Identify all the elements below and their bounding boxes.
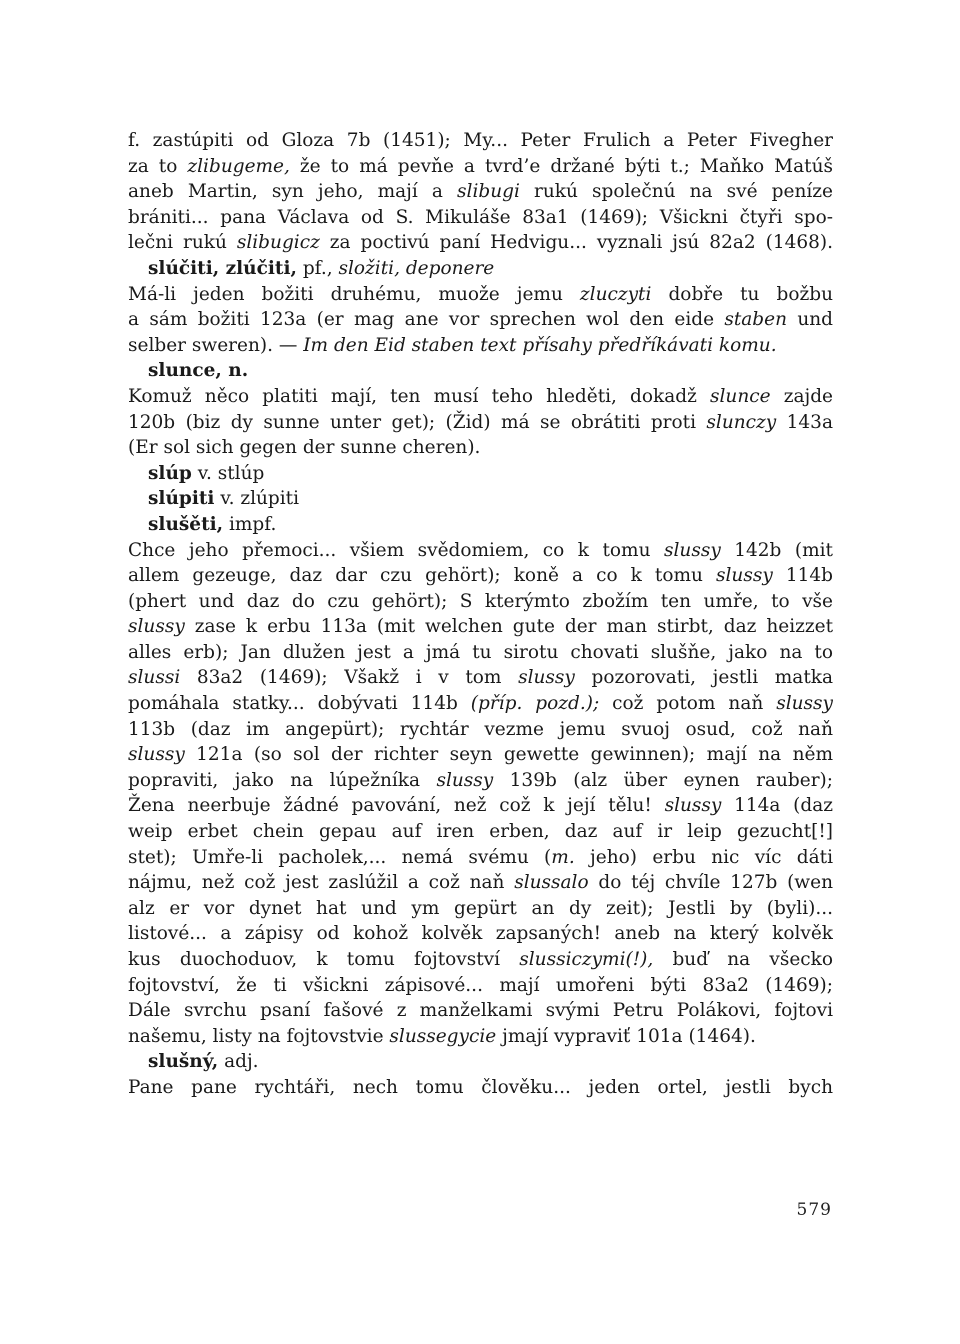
entry-headword-line <box>128 358 833 384</box>
text-line <box>128 614 833 640</box>
text-run: buď na všecko <box>653 949 833 970</box>
text-line <box>128 563 833 589</box>
text-line <box>128 665 833 691</box>
italic-citation: slussy <box>664 539 721 561</box>
italic-citation: slussy <box>128 744 185 766</box>
text-run: Dále svrchu psaní fašové z manželkami svými Petru Polákovi, fojtovi <box>128 1000 833 1022</box>
text-run: pomáhala statky... dobývati 114b <box>128 693 471 715</box>
text-line <box>128 947 833 973</box>
text-line <box>128 205 833 231</box>
text-line <box>128 384 833 410</box>
text-run: jeho) erbu nic víc dáti <box>574 846 833 868</box>
text-run: 113b (daz im angepürt); rychtár vezme jemu svuoj osud, což naň <box>128 718 833 740</box>
text-line <box>128 717 833 743</box>
text-run: 120b (biz dy sunne unter get); (Žid) má se obrátiti proti <box>128 411 707 433</box>
italic-citation: Im den Eid staben text přísahy předříkávati komu. <box>303 334 777 356</box>
text-line <box>128 691 833 717</box>
entry-headword-line <box>128 512 833 538</box>
text-run: Pane pane rychtáři, nech tomu člověku... jeden ortel, jestli bych <box>128 1076 833 1098</box>
text-run: nájmu, než což jest zaslúžil a což naň <box>128 872 515 894</box>
text-line <box>128 410 833 436</box>
text-run: Komuž něco platiti mají, ten musí teho hleděti, dokadž <box>128 385 710 407</box>
text-run: za poctivú paní Hedvigu... vyznali jsú 82a2 (1468). <box>319 232 833 254</box>
italic-citation: slussy <box>128 616 185 638</box>
text-run: (phert und daz do czu gehört); S kterýmto zbožím ten umře, to vše <box>128 590 833 612</box>
text-run: fojtovství, že ti všickni zápisové... mají umořeni býti 83a2 (1469); <box>128 974 833 996</box>
headword: slúp <box>148 462 192 484</box>
text-run: a sám božiti 123a (er mag ane vor sprechen wol den eide <box>128 309 725 331</box>
text-run: weip erbet chein gepau auf iren erben, daz auf ir leip gezucht[!] <box>128 821 833 843</box>
italic-citation: (příp. pozd.); <box>470 693 600 715</box>
text-line <box>128 154 833 180</box>
headword: slúpiti <box>148 488 215 510</box>
text-line <box>128 435 833 461</box>
text-line <box>128 128 833 154</box>
text-run: impf. <box>223 513 277 535</box>
text-run: popraviti, jako na lúpežníka <box>128 769 437 791</box>
text-run: v. zlúpiti <box>214 488 300 510</box>
headword: slušný, <box>148 1051 219 1073</box>
text-run: zase k erbu 113a (mit welchen gute der man stirbt, daz heizzet <box>184 616 833 638</box>
text-run: 114a (daz <box>721 795 833 817</box>
text-run: což potom naň <box>599 693 777 715</box>
italic-citation: slussalo <box>514 872 589 894</box>
text-line <box>128 333 833 359</box>
text-run: listové... a zápisy od kohož kolvěk zapsaných! aneb na který kolvěk <box>128 923 833 945</box>
text-run: brániti... pana Václava od S. Mikuláše 83a1 (1469); Všickni čtyři spo- <box>128 206 833 228</box>
page-number: 579 <box>796 1200 832 1220</box>
text-run: selber sweren). — <box>128 334 304 356</box>
text-run: lečni rukú <box>128 232 237 254</box>
headword: slúčiti, zlúčiti, <box>148 257 297 279</box>
text-line <box>128 307 833 333</box>
text-line <box>128 896 833 922</box>
italic-citation: staben <box>724 309 788 331</box>
text-run: kus duochoduov, k tomu fojtovství <box>128 949 520 970</box>
italic-citation: slussy <box>776 693 833 715</box>
text-run: adj. <box>218 1051 259 1073</box>
italic-citation: slunce <box>710 385 771 407</box>
text-run: f. zastúpiti od Gloza 7b (1451); My... Peter Frulich a Peter Fivegher <box>128 130 833 151</box>
entry-headword-line <box>128 461 833 487</box>
headword: slušěti, <box>148 513 224 535</box>
text-run: 114b <box>772 565 833 587</box>
text-line <box>128 973 833 999</box>
italic-citation: slussy <box>436 769 494 791</box>
text-line <box>128 1024 833 1050</box>
text-line <box>128 845 833 871</box>
text-run: 143a <box>776 411 833 433</box>
text-run: Žena neerbuje žádné pavování, než což k její tělu! <box>128 795 665 817</box>
text-run: alles erb); Jan dlužen jest a jmá tu sirotu chovati slušňe, jako na to <box>128 641 833 663</box>
italic-citation: slussegycie <box>389 1025 497 1047</box>
italic-citation: slussy <box>518 667 575 689</box>
italic-citation: slibugicz <box>236 232 320 254</box>
text-run: aneb Martin, syn jeho, mají a <box>128 181 458 203</box>
italic-citation: zluczyti <box>579 283 652 305</box>
italic-citation: zlibugeme, <box>187 155 290 177</box>
text-run: 142b (mit <box>720 539 833 561</box>
text-run: rukú společnú na své peníze <box>519 181 833 203</box>
text-run: 121a (so sol der richter seyn gewette gewinnen); mají na něm <box>184 744 833 766</box>
text-run: Chce jeho přemoci... všiem svědomiem, co k tomu <box>128 539 664 561</box>
entry-headword-line <box>128 1049 833 1075</box>
text-line <box>128 179 833 205</box>
text-run: pf., <box>296 257 339 279</box>
text-line <box>128 819 833 845</box>
italic-citation: slunczy <box>706 411 777 433</box>
italic-citation: slussiczymi(!), <box>519 949 654 970</box>
text-line <box>128 998 833 1024</box>
italic-citation: slibugi <box>457 181 520 203</box>
text-run: Má-li jeden božiti druhému, muože jemu <box>128 283 580 305</box>
text-line <box>128 742 833 768</box>
text-run: alz er vor dynet hat und ym gepürt an dy zeit); Jestli by (byli)... <box>128 897 833 919</box>
text-run: allem gezeuge, daz dar czu gehört); koně a co k tomu <box>128 565 716 587</box>
text-run: za to <box>128 155 188 177</box>
dictionary-text <box>128 128 833 1101</box>
text-run: jmají vypraviť 101a (1464). <box>496 1025 756 1047</box>
headword: slunce, n. <box>148 360 249 382</box>
text-run: v. stlúp <box>191 462 265 484</box>
text-run: und <box>787 309 833 331</box>
text-run: 83a2 (1469); Všakž i v tom <box>180 667 519 689</box>
italic-citation: slussy <box>716 565 773 587</box>
text-line <box>128 921 833 947</box>
text-run: 139b (alz über eynen rauber); <box>493 769 833 791</box>
text-line <box>128 230 833 256</box>
italic-citation: slussi <box>128 667 181 689</box>
text-run: zajde <box>770 385 833 407</box>
text-run: našemu, listy na fojtovstvie <box>128 1025 390 1047</box>
text-run: (Er sol sich gegen der sunne cheren). <box>128 437 481 459</box>
text-run: do téj chvíle 127b (wen <box>588 872 833 894</box>
text-run: že to má pevňe a tvrd’e držané býti t.; Maňko Matúš <box>289 155 833 177</box>
text-run: pozorovati, jestli matka <box>574 667 833 689</box>
italic-citation: slussy <box>664 795 722 817</box>
text-run: stet); Umře-li pacholek,... nemá svému ( <box>128 846 552 868</box>
text-line <box>128 538 833 564</box>
italic-citation: m. <box>551 846 575 868</box>
text-line <box>128 640 833 666</box>
text-line <box>128 589 833 615</box>
text-line <box>128 793 833 819</box>
text-line <box>128 1075 833 1101</box>
italic-citation: složiti, deponere <box>338 257 495 279</box>
text-run: dobře tu božbu <box>651 283 833 305</box>
entry-headword-line <box>128 486 833 512</box>
text-line <box>128 282 833 308</box>
text-line <box>128 768 833 794</box>
text-line <box>128 870 833 896</box>
entry-headword-line <box>128 256 833 282</box>
